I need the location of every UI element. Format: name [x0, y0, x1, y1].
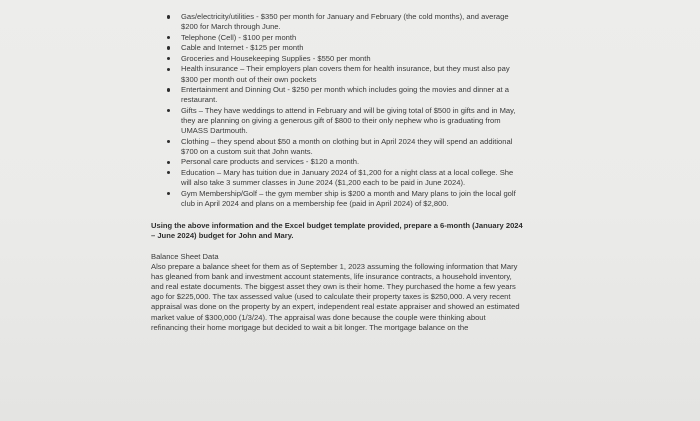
- list-item: Education – Mary has tuition due in January 2024 of $1,200 for a night class at a local college. She will also take 3 summer classes in June 2024 ($1,200 each to be paid in June 2024).: [151, 168, 523, 188]
- list-item: Gas/electricity/utilities - $350 per month for January and February (the cold months), and average $200 for March through June.: [151, 12, 523, 32]
- list-item: Cable and Internet - $125 per month: [151, 43, 523, 53]
- list-item: Health insurance – Their employers plan covers them for health insurance, but they must also pay $300 per month out of their own pockets: [151, 64, 523, 84]
- list-item: Telephone (Cell) - $100 per month: [151, 33, 523, 43]
- list-item: Entertainment and Dinning Out - $250 per month which includes going the movies and dinner at a restaurant.: [151, 85, 523, 105]
- balance-sheet-paragraph: Also prepare a balance sheet for them as of September 1, 2023 assuming the following information that Mary has gleaned from bank and investment account statements, life insurance contracts, a household inventory, and real estate documents. The biggest asset they own is their home. They purchased the home a few years ago for $225,000. The tax assessed value (used to calculate their property taxes is $250,000. A very recent appraisal was done on the property by an expert, independent real estate appraiser and showed an estimated market value of $300,000 (1/3/24). The appraisal was done because the couple were thinking about refinancing their home mortgage but decided to wait a bit longer. The mortgage balance on the: [151, 262, 520, 332]
- budget-instruction: Using the above information and the Excel budget template provided, prepare a 6-month (January 2024 – June 2024) budget for John and Mary.: [151, 220, 523, 240]
- list-item: Personal care products and services - $120 a month.: [151, 157, 523, 167]
- balance-sheet-heading: Balance Sheet Data: [151, 251, 219, 261]
- expense-list: [151, 12, 523, 209]
- list-item: Gifts – They have weddings to attend in February and will be giving total of $500 in gifts and in May, they are planning on giving a generous gift of $800 to their only nephew who is graduating from UMASS Dartmouth.: [151, 106, 523, 136]
- document-content: [151, 12, 523, 333]
- list-item: Clothing – they spend about $50 a month on clothing but in April 2024 they will spend an additional $700 on a custom suit that John wants.: [151, 137, 523, 157]
- list-item: Groceries and Housekeeping Supplies - $550 per month: [151, 54, 523, 64]
- list-item: Gym Membership/Golf – the gym member ship is $200 a month and Mary plans to join the local golf club in April 2024 and plans on a membership fee (paid in April 2024) of $2,800.: [151, 189, 523, 209]
